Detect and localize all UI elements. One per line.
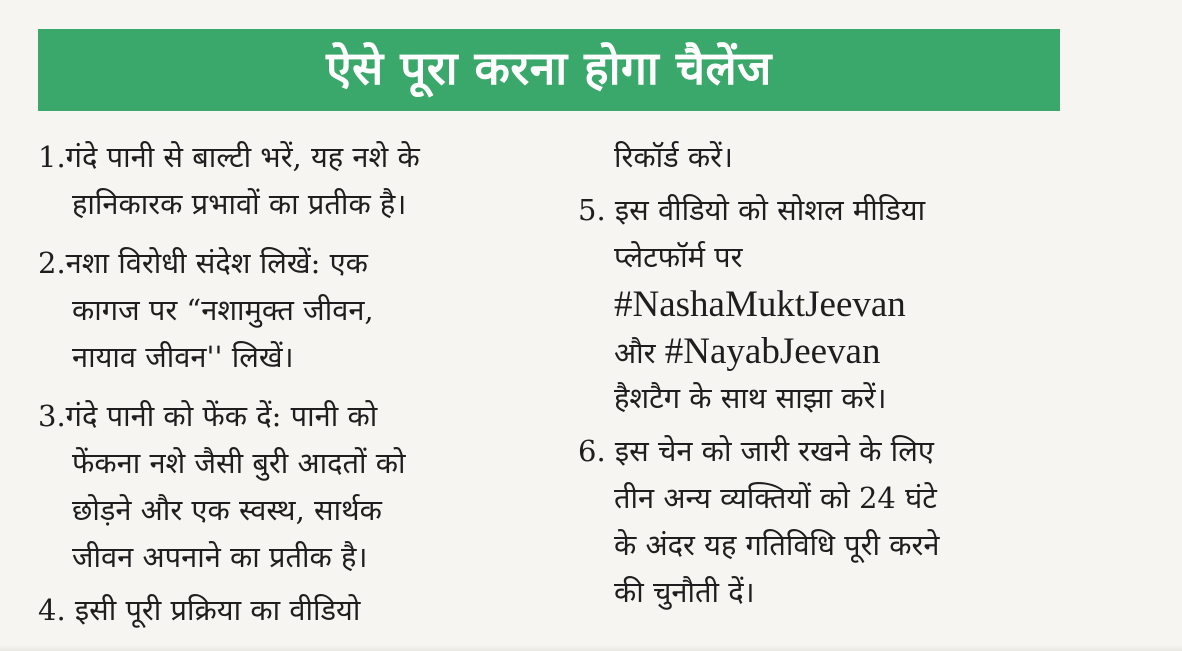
item-5-line-2: प्लेटफॉर्म पर [614, 240, 743, 274]
item-6-line-4: की चुनौती दें। [614, 575, 755, 609]
list-item-4 [38, 587, 558, 634]
item-3-line-4: जीवन अपनाने का प्रतीक है। [72, 540, 368, 574]
hashtag-nayab-jeevan: #NayabJeevan [664, 331, 881, 372]
item-3-line-2: फेंकना नशे जैसी बुरी आदतों को [72, 446, 406, 480]
list-item-2 [38, 240, 558, 381]
page-edge [0, 645, 1182, 651]
item-6-line-1: 6. इस चेन को जारी रखने के लिए [578, 434, 934, 468]
item-2-line-1: 2.नशा विरोधी संदेश लिखें: एक [38, 246, 368, 280]
item-5-and-label: और [614, 336, 665, 370]
header-banner [38, 29, 1060, 111]
item-2-line-3: नायाव जीवन'' लिखें। [72, 340, 294, 374]
item-4-line-1: 4. इसी पूरी प्रक्रिया का वीडियो [38, 593, 361, 627]
item-1-line-1: 1.गंदे पानी से बाल्टी भरें, यह नशे के [38, 140, 420, 174]
page-title: ऐसे पूरा करना होगा चैलेंज [326, 41, 772, 95]
item-5-line-4 [578, 328, 1058, 375]
left-column [38, 134, 558, 634]
item-5-line-5: हैशटैग के साथ साझा करें। [614, 381, 887, 415]
item-3-line-1: 3.गंदे पानी को फेंक दें: पानी को [38, 399, 378, 433]
item-6-line-2: तीन अन्य व्यक्तियों को 24 घंटे [614, 481, 937, 515]
item-2-line-2: कागज पर “नशामुक्त जीवन, [72, 293, 374, 327]
item-3-line-3: छोड़ने और एक स्वस्थ, सार्थक [72, 493, 382, 527]
item-5-line-1: 5. इस वीडियो को सोशल मीडिया [578, 193, 926, 227]
list-item-3 [38, 393, 558, 581]
item-4-continued: रिकॉर्ड करें। [614, 140, 734, 174]
hashtag-nasha-mukt-jeevan: #NashaMuktJeevan [614, 284, 906, 325]
list-item-5 [578, 187, 1058, 422]
item-1-line-2: हानिकारक प्रभावों का प्रतीक है। [72, 187, 407, 221]
list-item-1 [38, 134, 558, 228]
right-column [578, 134, 1058, 616]
item-6-line-3: के अंदर यह गतिविधि पूरी करने [614, 528, 940, 562]
list-item-6 [578, 428, 1058, 616]
